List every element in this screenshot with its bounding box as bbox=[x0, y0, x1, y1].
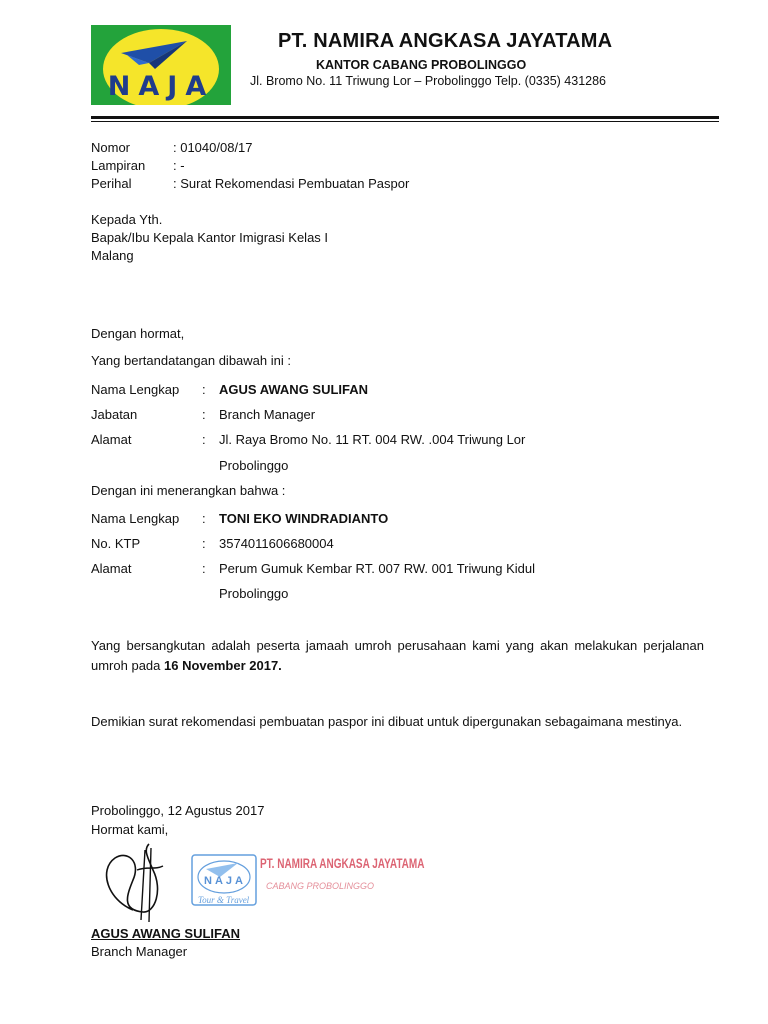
signer-label-address: Alamat bbox=[91, 432, 132, 447]
signer-title: Branch Manager bbox=[91, 944, 188, 959]
company-address: Jl. Bromo No. 11 Triwung Lor – Probolinggo Telp. (0335) 431286 bbox=[250, 74, 606, 88]
closing-paragraph: Demikian surat rekomendasi pembuatan paspor ini dibuat untuk dipergunakan sebagaimana mestinya. bbox=[91, 714, 683, 729]
regards: Hormat kami, bbox=[91, 822, 169, 837]
meta-label-lampiran: Lampiran bbox=[91, 158, 146, 173]
signer-label-name: Nama Lengkap bbox=[91, 382, 180, 397]
signer-name: AGUS AWANG SULIFAN bbox=[91, 926, 241, 941]
colon: : bbox=[202, 407, 206, 422]
header-rule-thick bbox=[91, 116, 719, 119]
company-name: PT. NAMIRA ANGKASA JAYATAMA bbox=[278, 30, 613, 52]
company-stamp bbox=[190, 845, 425, 915]
branch-name: KANTOR CABANG PROBOLINGGO bbox=[316, 58, 527, 72]
subject-value-name: TONI EKO WINDRADIANTO bbox=[219, 511, 389, 526]
greeting: Dengan hormat, bbox=[91, 326, 185, 341]
stamp-company-name: PT. NAMIRA ANGKASA JAYATAMA bbox=[260, 857, 425, 873]
intro-text: Yang bertandatangan dibawah ini : bbox=[91, 353, 291, 368]
subject-value-address: Perum Gumuk Kembar RT. 007 RW. 001 Triwung Kidul bbox=[219, 561, 535, 576]
colon: : bbox=[202, 511, 206, 526]
signer-value-name: AGUS AWANG SULIFAN bbox=[219, 382, 369, 397]
meta-value-lampiran: : - bbox=[173, 158, 185, 173]
declare-text: Dengan ini menerangkan bahwa : bbox=[91, 483, 286, 498]
signer-value-address: Jl. Raya Bromo No. 11 RT. 004 RW. .004 Triwung Lor bbox=[219, 432, 526, 447]
subject-address-line-2: Probolinggo bbox=[219, 586, 289, 601]
signer-value-position: Branch Manager bbox=[219, 407, 316, 422]
place-date: Probolinggo, 12 Agustus 2017 bbox=[91, 803, 265, 818]
recipient-line-1: Kepada Yth. bbox=[91, 212, 163, 227]
signer-address-line-2: Probolinggo bbox=[219, 458, 289, 473]
subject-label-address: Alamat bbox=[91, 561, 132, 576]
signer-label-position: Jabatan bbox=[91, 407, 138, 422]
header-rule-thin bbox=[91, 121, 719, 122]
statement-text: Yang bersangkutan adalah peserta jamaah umroh perusahaan kami yang akan melakukan perjalanan umroh pada bbox=[91, 638, 704, 673]
statement-date: 16 November 2017. bbox=[164, 658, 282, 673]
subject-label-name: Nama Lengkap bbox=[91, 511, 180, 526]
stamp-logo-text: NAJA bbox=[204, 875, 246, 887]
company-logo bbox=[91, 25, 231, 105]
stamp-tagline: Tour & Travel bbox=[198, 895, 250, 905]
statement-paragraph bbox=[91, 636, 704, 676]
colon: : bbox=[202, 536, 206, 551]
subject-label-ktp: No. KTP bbox=[91, 536, 141, 551]
meta-value-perihal: : Surat Rekomendasi Pembuatan Paspor bbox=[173, 176, 410, 191]
subject-value-ktp: 3574011606680004 bbox=[219, 536, 334, 551]
stamp-branch: CABANG PROBOLINGGO bbox=[266, 881, 375, 891]
colon: : bbox=[202, 432, 206, 447]
colon: : bbox=[202, 561, 206, 576]
meta-label-perihal: Perihal bbox=[91, 176, 132, 191]
handwritten-signature bbox=[93, 840, 173, 925]
recipient-line-3: Malang bbox=[91, 248, 134, 263]
meta-value-nomor: : 01040/08/17 bbox=[173, 140, 253, 155]
colon: : bbox=[202, 382, 206, 397]
recipient-line-2: Bapak/Ibu Kepala Kantor Imigrasi Kelas I bbox=[91, 230, 329, 245]
meta-label-nomor: Nomor bbox=[91, 140, 131, 155]
logo-text: NAJA bbox=[107, 71, 215, 102]
